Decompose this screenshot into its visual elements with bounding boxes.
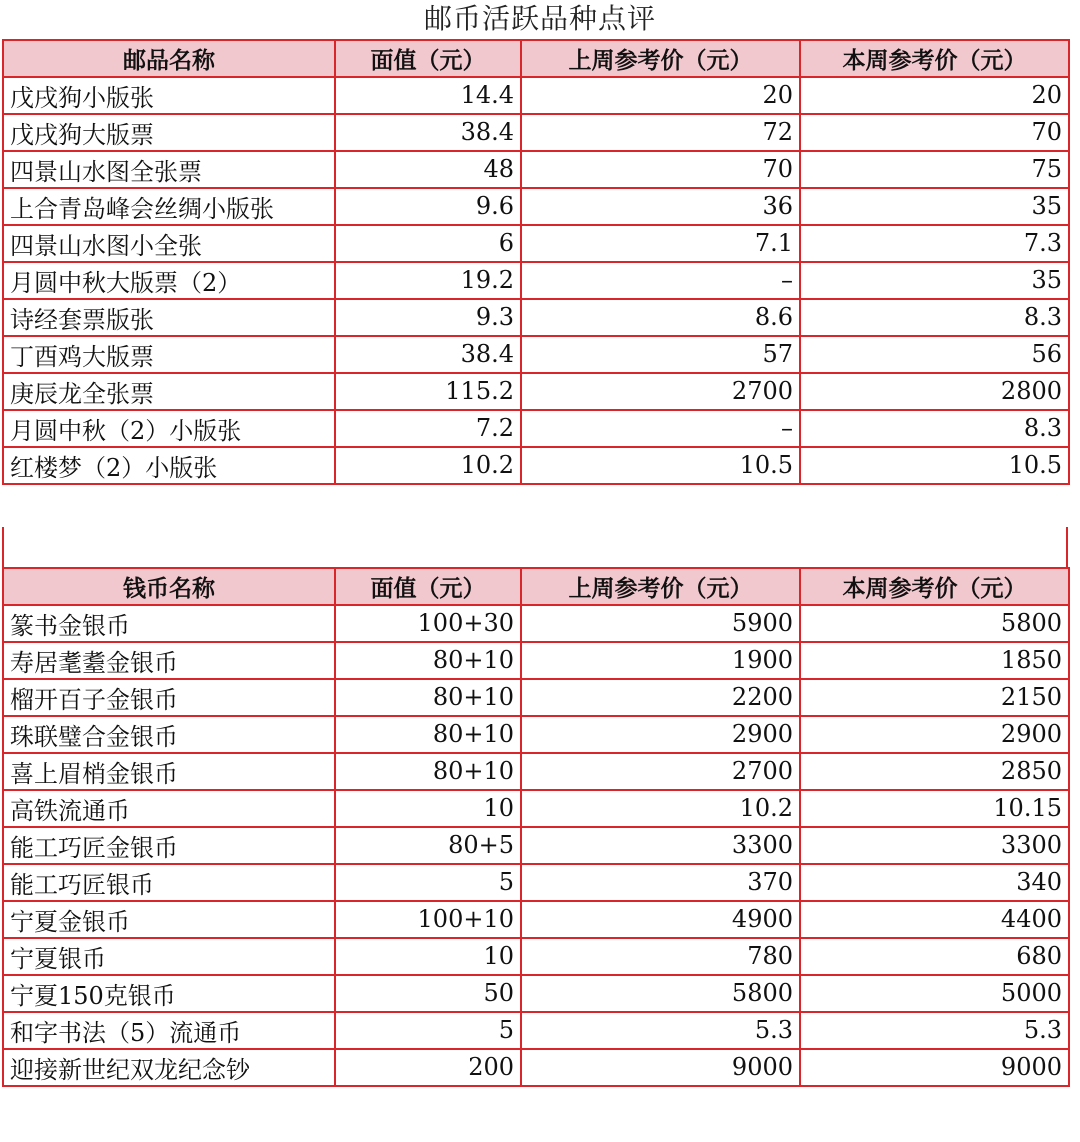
face-value-cell: 38.4 — [335, 336, 521, 373]
face-value-cell: 200 — [335, 1049, 521, 1086]
item-name-cell: 篆书金银币 — [3, 605, 335, 642]
last-week-price-cell: 370 — [521, 864, 800, 901]
item-name-cell: 能工巧匠金银币 — [3, 827, 335, 864]
table-row — [3, 827, 1069, 864]
table-row — [3, 77, 1069, 114]
item-name-cell: 宁夏银币 — [3, 938, 335, 975]
item-name-cell: 上合青岛峰会丝绸小版张 — [3, 188, 335, 225]
face-value-cell: 10 — [335, 790, 521, 827]
table-row — [3, 262, 1069, 299]
table-row — [3, 716, 1069, 753]
last-week-price-cell: 3300 — [521, 827, 800, 864]
face-value-cell: 80+10 — [335, 679, 521, 716]
last-week-price-cell: 1900 — [521, 642, 800, 679]
item-name-cell: 戊戌狗小版张 — [3, 77, 335, 114]
face-value-cell: 80+10 — [335, 642, 521, 679]
this-week-price-cell: 2800 — [800, 373, 1069, 410]
last-week-price-cell: 57 — [521, 336, 800, 373]
table-row — [3, 1012, 1069, 1049]
table-row — [3, 605, 1069, 642]
last-week-price-cell: 5.3 — [521, 1012, 800, 1049]
this-week-price-cell: 8.3 — [800, 410, 1069, 447]
face-value-cell: 10.2 — [335, 447, 521, 484]
this-week-price-cell: 340 — [800, 864, 1069, 901]
last-week-price-cell: – — [521, 262, 800, 299]
last-week-price-cell: 10.5 — [521, 447, 800, 484]
item-name-cell: 榴开百子金银币 — [3, 679, 335, 716]
table-row — [3, 864, 1069, 901]
face-value-cell: 5 — [335, 864, 521, 901]
last-week-price-cell: 72 — [521, 114, 800, 151]
table-row — [3, 901, 1069, 938]
table-row — [3, 790, 1069, 827]
table-row — [3, 114, 1069, 151]
table-row — [3, 373, 1069, 410]
table-row — [3, 447, 1069, 484]
column-header-this-week-price: 本周参考价（元） — [800, 568, 1069, 605]
face-value-cell: 48 — [335, 151, 521, 188]
last-week-price-cell: 20 — [521, 77, 800, 114]
this-week-price-cell: 5.3 — [800, 1012, 1069, 1049]
column-header-last-week-price: 上周参考价（元） — [521, 568, 800, 605]
this-week-price-cell: 2150 — [800, 679, 1069, 716]
column-header-last-week-price: 上周参考价（元） — [521, 40, 800, 77]
item-name-cell: 宁夏金银币 — [3, 901, 335, 938]
this-week-price-cell: 35 — [800, 188, 1069, 225]
item-name-cell: 宁夏150克银币 — [3, 975, 335, 1012]
last-week-price-cell: 2700 — [521, 373, 800, 410]
this-week-price-cell: 1850 — [800, 642, 1069, 679]
page-title: 邮币活跃品种点评 — [423, 2, 656, 35]
item-name-cell: 迎接新世纪双龙纪念钞 — [3, 1049, 335, 1086]
last-week-price-cell: 70 — [521, 151, 800, 188]
section-spacer — [2, 527, 1068, 567]
last-week-price-cell: 5900 — [521, 605, 800, 642]
item-name-cell: 四景山水图全张票 — [3, 151, 335, 188]
item-name-cell: 月圆中秋（2）小版张 — [3, 410, 335, 447]
this-week-price-cell: 2850 — [800, 753, 1069, 790]
face-value-cell: 19.2 — [335, 262, 521, 299]
table-row — [3, 151, 1069, 188]
last-week-price-cell: 36 — [521, 188, 800, 225]
table-row — [3, 410, 1069, 447]
table-row — [3, 642, 1069, 679]
last-week-price-cell: 9000 — [521, 1049, 800, 1086]
column-header-face-value: 面值（元） — [335, 568, 521, 605]
table-row — [3, 975, 1069, 1012]
item-name-cell: 和字书法（5）流通币 — [3, 1012, 335, 1049]
face-value-cell: 9.6 — [335, 188, 521, 225]
item-name-cell: 喜上眉梢金银币 — [3, 753, 335, 790]
column-header-name: 钱币名称 — [3, 568, 335, 605]
this-week-price-cell: 7.3 — [800, 225, 1069, 262]
face-value-cell: 5 — [335, 1012, 521, 1049]
face-value-cell: 9.3 — [335, 299, 521, 336]
face-value-cell: 100+10 — [335, 901, 521, 938]
column-header-this-week-price: 本周参考价（元） — [800, 40, 1069, 77]
last-week-price-cell: 5800 — [521, 975, 800, 1012]
face-value-cell: 7.2 — [335, 410, 521, 447]
this-week-price-cell: 20 — [800, 77, 1069, 114]
last-week-price-cell: – — [521, 410, 800, 447]
last-week-price-cell: 7.1 — [521, 225, 800, 262]
face-value-cell: 80+10 — [335, 716, 521, 753]
this-week-price-cell: 70 — [800, 114, 1069, 151]
table-row — [3, 299, 1069, 336]
this-week-price-cell: 75 — [800, 151, 1069, 188]
face-value-cell: 6 — [335, 225, 521, 262]
column-header-name: 邮品名称 — [3, 40, 335, 77]
face-value-cell: 10 — [335, 938, 521, 975]
this-week-price-cell: 2900 — [800, 716, 1069, 753]
face-value-cell: 80+10 — [335, 753, 521, 790]
this-week-price-cell: 10.5 — [800, 447, 1069, 484]
last-week-price-cell: 2700 — [521, 753, 800, 790]
item-name-cell: 高铁流通币 — [3, 790, 335, 827]
table-row — [3, 679, 1069, 716]
item-name-cell: 寿居耄耋金银币 — [3, 642, 335, 679]
table-row — [3, 938, 1069, 975]
coin-price-table — [2, 567, 1070, 1087]
table-row — [3, 753, 1069, 790]
this-week-price-cell: 5000 — [800, 975, 1069, 1012]
this-week-price-cell: 4400 — [800, 901, 1069, 938]
this-week-price-cell: 8.3 — [800, 299, 1069, 336]
stamp-price-table — [2, 39, 1070, 485]
face-value-cell: 50 — [335, 975, 521, 1012]
table-header-row — [3, 40, 1069, 77]
table-row — [3, 1049, 1069, 1086]
this-week-price-cell: 35 — [800, 262, 1069, 299]
item-name-cell: 戊戌狗大版票 — [3, 114, 335, 151]
table-row — [3, 336, 1069, 373]
face-value-cell: 14.4 — [335, 77, 521, 114]
item-name-cell: 庚辰龙全张票 — [3, 373, 335, 410]
table-header-row — [3, 568, 1069, 605]
this-week-price-cell: 680 — [800, 938, 1069, 975]
this-week-price-cell: 56 — [800, 336, 1069, 373]
item-name-cell: 红楼梦（2）小版张 — [3, 447, 335, 484]
item-name-cell: 能工巧匠银币 — [3, 864, 335, 901]
last-week-price-cell: 4900 — [521, 901, 800, 938]
table-row — [3, 225, 1069, 262]
last-week-price-cell: 780 — [521, 938, 800, 975]
face-value-cell: 38.4 — [335, 114, 521, 151]
this-week-price-cell: 5800 — [800, 605, 1069, 642]
table-row — [3, 188, 1069, 225]
face-value-cell: 100+30 — [335, 605, 521, 642]
face-value-cell: 80+5 — [335, 827, 521, 864]
this-week-price-cell: 3300 — [800, 827, 1069, 864]
this-week-price-cell: 9000 — [800, 1049, 1069, 1086]
item-name-cell: 月圆中秋大版票（2） — [3, 262, 335, 299]
item-name-cell: 丁酉鸡大版票 — [3, 336, 335, 373]
last-week-price-cell: 8.6 — [521, 299, 800, 336]
last-week-price-cell: 2900 — [521, 716, 800, 753]
item-name-cell: 珠联璧合金银币 — [3, 716, 335, 753]
this-week-price-cell: 10.15 — [800, 790, 1069, 827]
column-header-face-value: 面值（元） — [335, 40, 521, 77]
last-week-price-cell: 2200 — [521, 679, 800, 716]
item-name-cell: 四景山水图小全张 — [3, 225, 335, 262]
face-value-cell: 115.2 — [335, 373, 521, 410]
item-name-cell: 诗经套票版张 — [3, 299, 335, 336]
last-week-price-cell: 10.2 — [521, 790, 800, 827]
